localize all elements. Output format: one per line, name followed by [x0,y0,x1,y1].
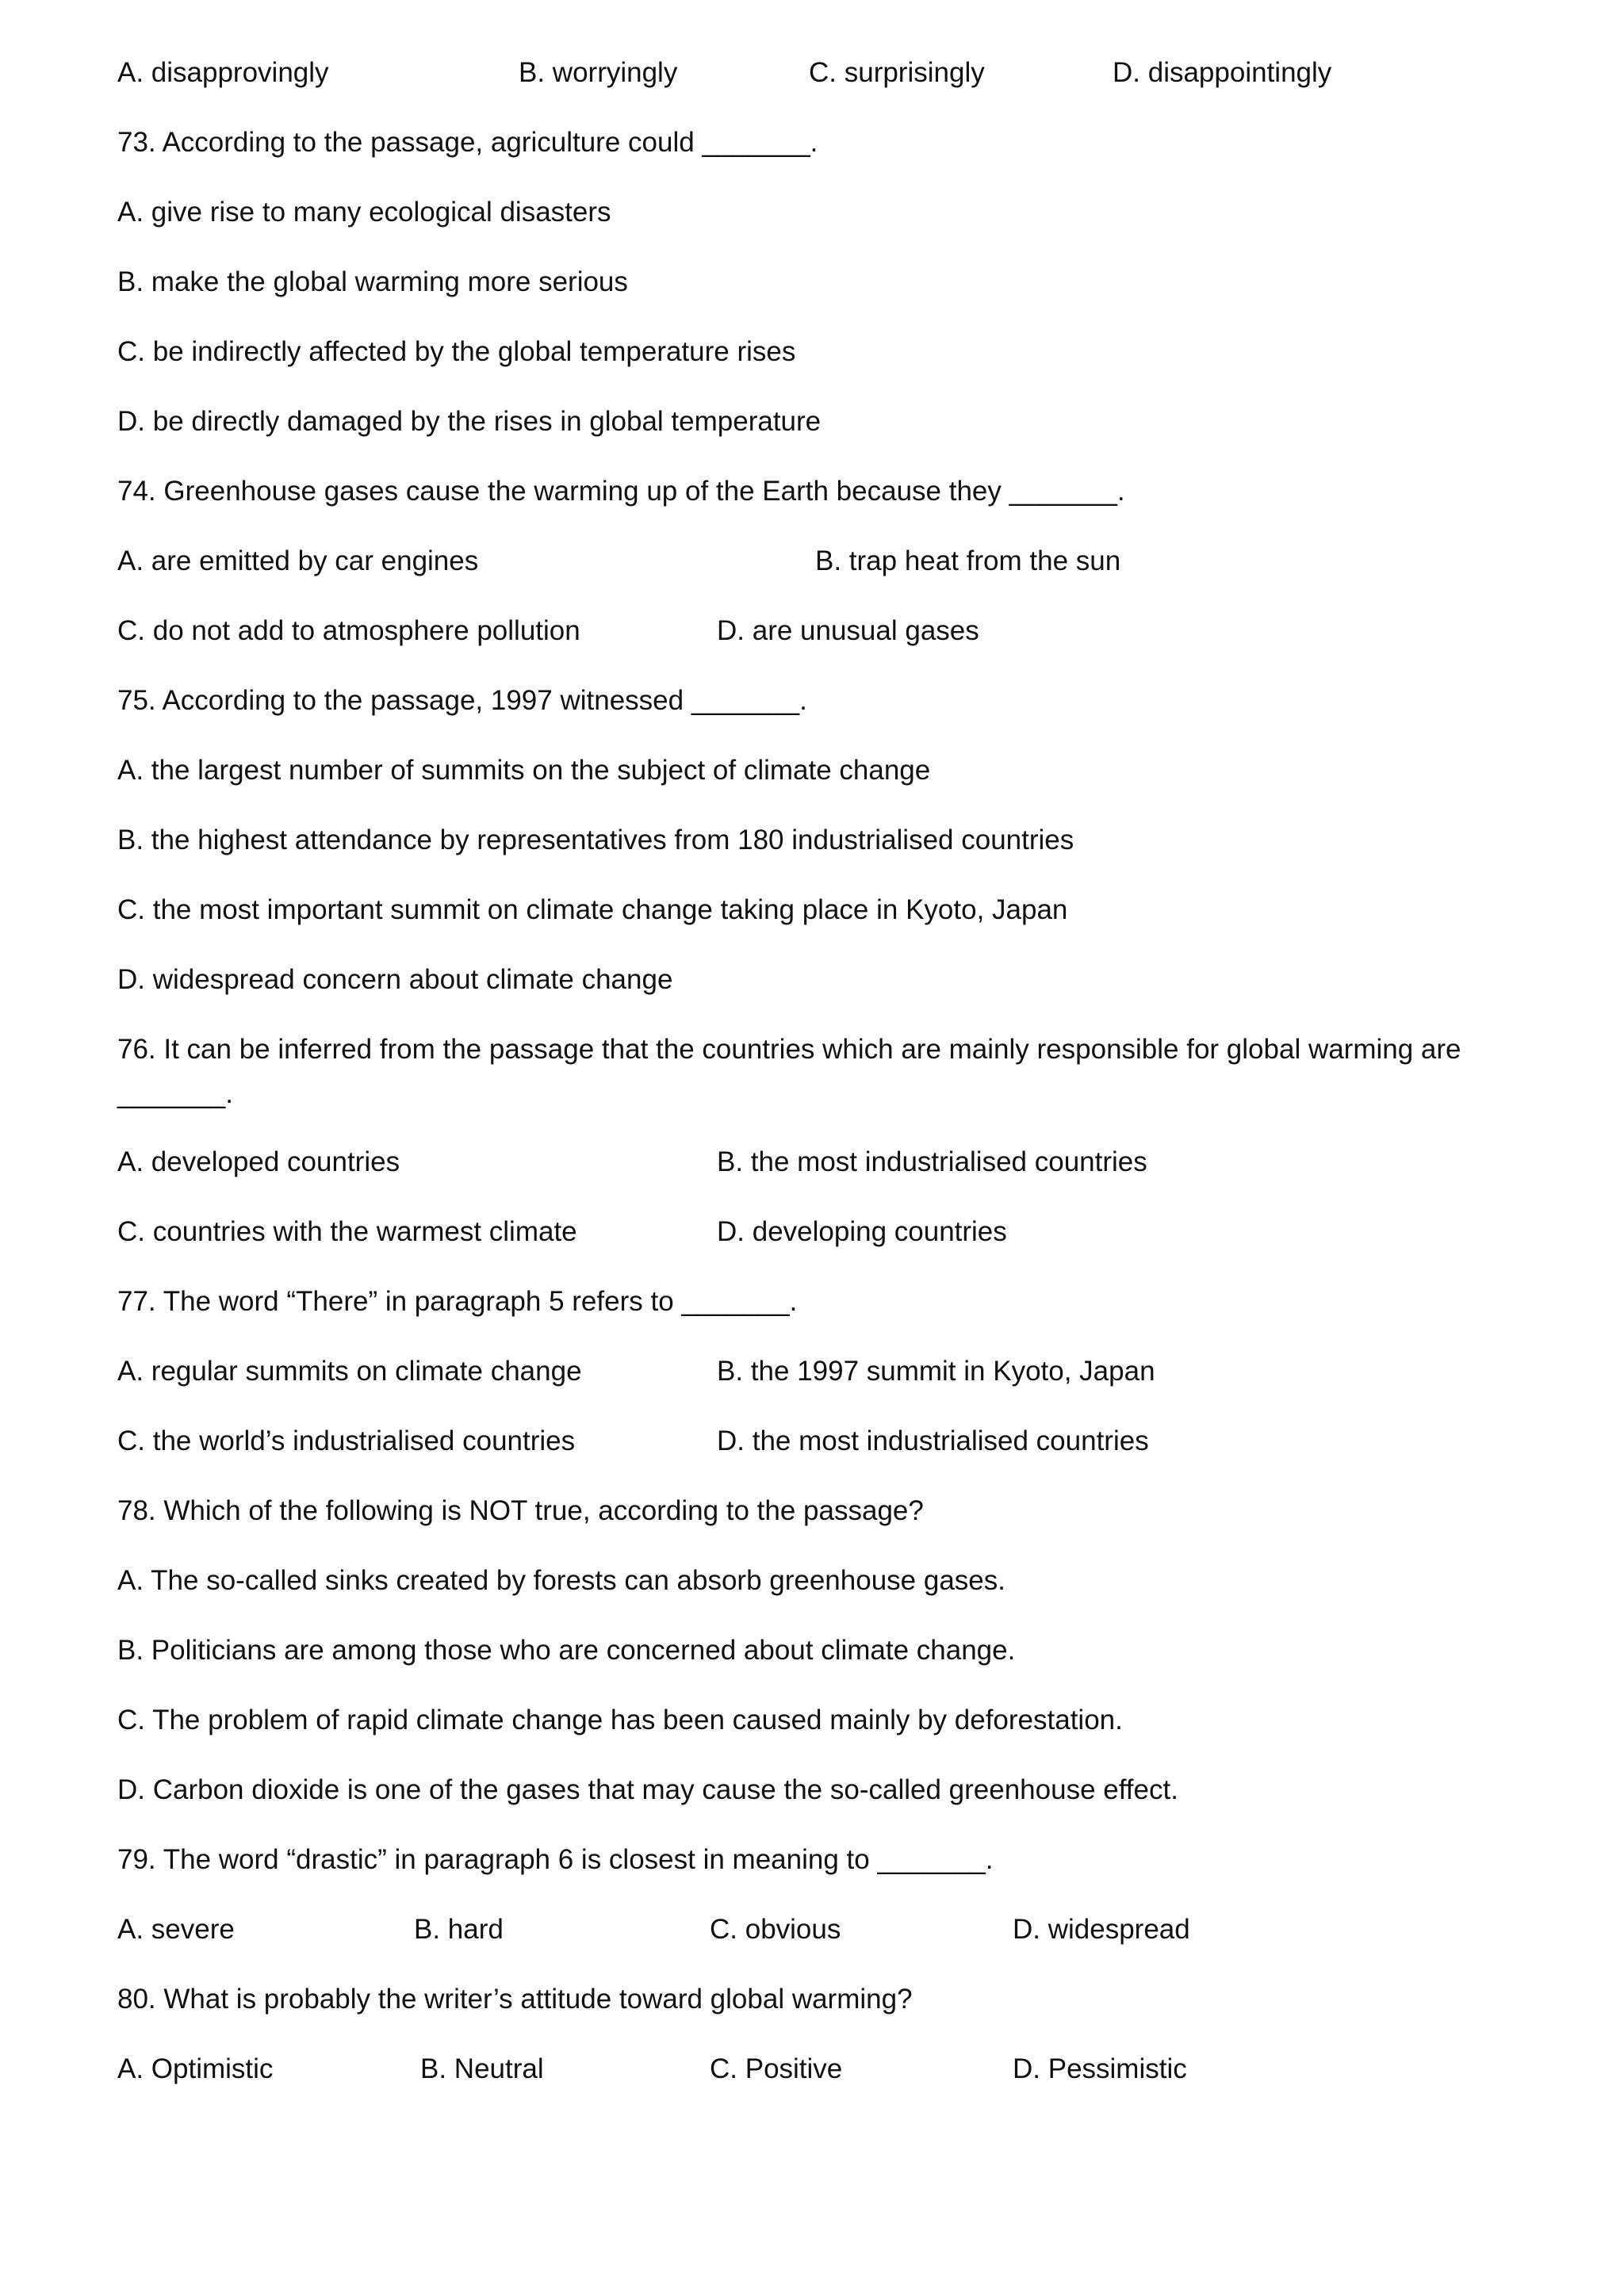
q79-option-a: A. severe [117,1914,235,1945]
q74-option-d: D. are unusual gases [717,615,979,646]
q76-stem: 76. It can be inferred from the passage that the countries which are mainly responsible for global warming are _______. [117,1034,1461,1109]
q80-option-d: D. Pessimistic [1013,2053,1187,2084]
q80-option-c: C. Positive [710,2053,843,2084]
q76-option-b: B. the most industrialised countries [717,1146,1147,1177]
q79-stem: 79. The word “drastic” in paragraph 6 is closest in meaning to _______. [117,1844,994,1875]
q78-option-a: A. The so-called sinks created by forests can absorb greenhouse gases. [117,1565,1005,1596]
q77-option-a: A. regular summits on climate change [117,1356,582,1387]
q80-option-a: A. Optimistic [117,2053,274,2084]
q74-option-b: B. trap heat from the sun [815,545,1121,576]
q75-option-a: A. the largest number of summits on the subject of climate change [117,755,931,786]
q76-option-c: C. countries with the warmest climate [117,1216,577,1247]
q74-option-c: C. do not add to atmosphere pollution [117,615,580,646]
q72-option-d: D. disappointingly [1113,57,1332,88]
q73-option-b: B. make the global warming more serious [117,266,628,297]
q73-stem: 73. According to the passage, agriculture could _______. [117,127,818,158]
q77-option-c: C. the world’s industrialised countries [117,1425,576,1456]
q74-stem: 74. Greenhouse gases cause the warming up of the Earth because they _______. [117,476,1125,507]
q72-option-b: B. worryingly [519,57,678,88]
q75-option-c: C. the most important summit on climate change taking place in Kyoto, Japan [117,894,1068,925]
q80-option-b: B. Neutral [420,2053,544,2084]
q79-option-d: D. widespread [1013,1914,1190,1945]
q75-option-d: D. widespread concern about climate change [117,964,673,995]
q72-option-c: C. surprisingly [809,57,985,88]
q79-option-c: C. obvious [710,1914,841,1945]
q79-option-b: B. hard [414,1914,504,1945]
q73-option-d: D. be directly damaged by the rises in global temperature [117,406,822,437]
q73-option-a: A. give rise to many ecological disasters [117,197,611,228]
q73-option-c: C. be indirectly affected by the global temperature rises [117,336,796,367]
q75-option-b: B. the highest attendance by representatives from 180 industrialised countries [117,825,1074,855]
q75-stem: 75. According to the passage, 1997 witnessed _______. [117,685,807,716]
q77-option-d: D. the most industrialised countries [717,1425,1149,1456]
q72-option-a: A. disapprovingly [117,57,329,88]
q78-stem: 78. Which of the following is NOT true, according to the passage? [117,1495,924,1526]
q80-stem: 80. What is probably the writer’s attitude toward global warming? [117,1984,913,2015]
q76-option-a: A. developed countries [117,1146,400,1177]
q74-option-a: A. are emitted by car engines [117,545,479,576]
q78-option-d: D. Carbon dioxide is one of the gases that may cause the so-called greenhouse effect. [117,1774,1178,1805]
q78-option-c: C. The problem of rapid climate change has been caused mainly by deforestation. [117,1705,1123,1735]
q76-option-d: D. developing countries [717,1216,1007,1247]
q77-option-b: B. the 1997 summit in Kyoto, Japan [717,1356,1155,1387]
q78-option-b: B. Politicians are among those who are concerned about climate change. [117,1635,1016,1666]
q77-stem: 77. The word “There” in paragraph 5 refers to _______. [117,1286,798,1317]
